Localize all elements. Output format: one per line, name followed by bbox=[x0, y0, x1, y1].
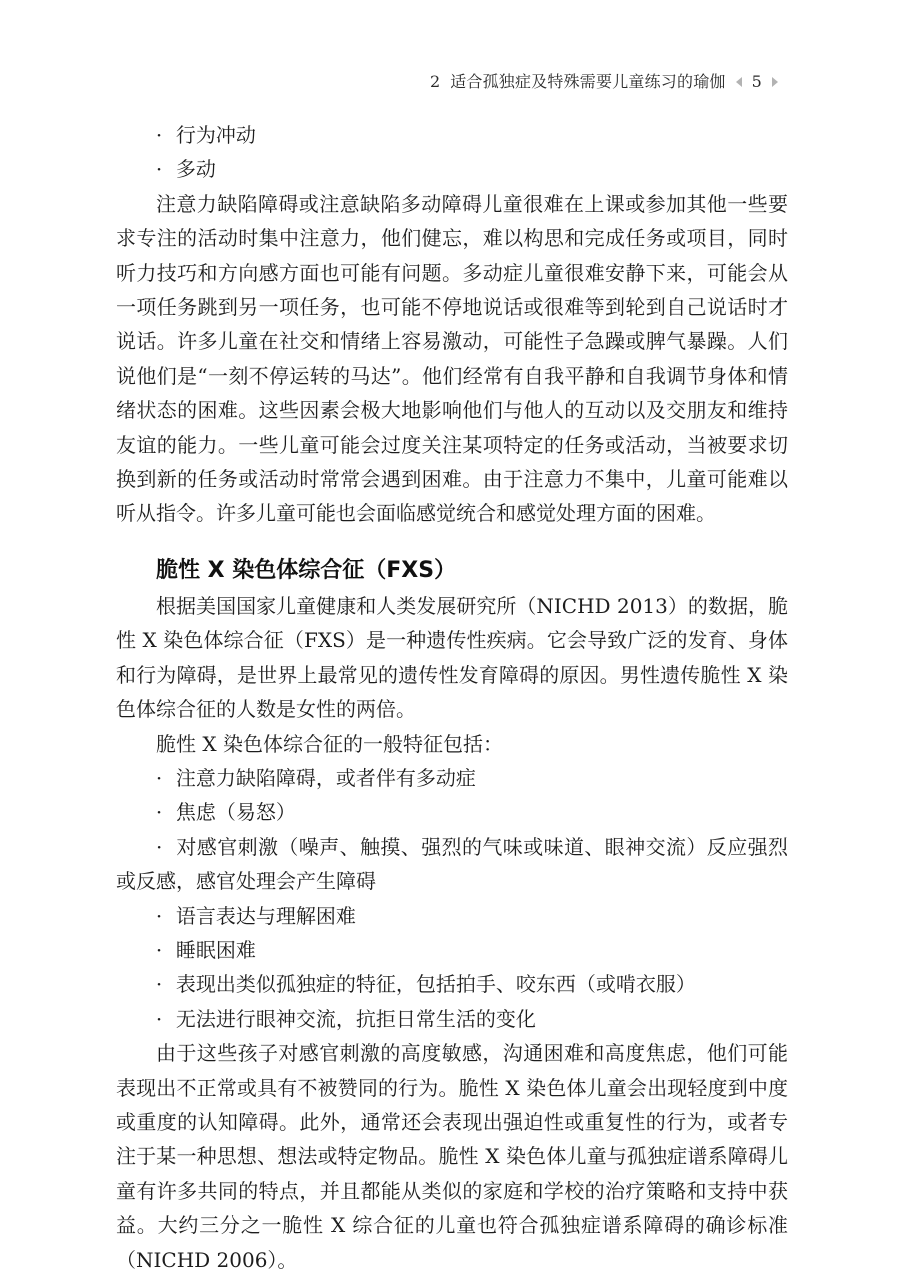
bullet-text: 语言表达与理解困难 bbox=[175, 903, 356, 928]
list-item bbox=[116, 118, 788, 152]
body-text bbox=[116, 118, 788, 1277]
bullet-dot: · bbox=[155, 903, 163, 928]
list-item bbox=[116, 933, 788, 967]
running-header bbox=[430, 70, 820, 94]
bullet-dot: · bbox=[155, 937, 163, 962]
paragraph-fxs-intro: 根据美国国家儿童健康和人类发展研究所（NICHD 2013）的数据，脆性 X 染色体综合征（FXS）是一种遗传性疾病。它会导致广泛的发育、身体和行为障碍，是世界上最常见的遗传性发育障碍的原因。男性遗传脆性 X 染色体综合征的人数是女性的两倍。 bbox=[116, 593, 788, 722]
features-intro: 脆性 X 染色体综合征的一般特征包括： bbox=[156, 731, 503, 756]
bullet-text: 睡眠困难 bbox=[175, 937, 256, 962]
triangle-right-icon bbox=[772, 77, 778, 87]
list-item bbox=[116, 967, 788, 1001]
bullet-text: 焦虑（易怒） bbox=[175, 800, 296, 825]
bullet-text: 注意力缺陷障碍，或者伴有多动症 bbox=[175, 765, 476, 790]
page-number: 5 bbox=[751, 72, 762, 91]
bullet-dot: · bbox=[156, 834, 163, 859]
list-item bbox=[116, 761, 788, 795]
bullet-dot: · bbox=[155, 1006, 163, 1031]
list-item bbox=[116, 152, 788, 186]
bullet-dot: · bbox=[155, 157, 163, 182]
bullet-text: 多动 bbox=[175, 157, 216, 182]
bullet-dot: · bbox=[155, 123, 163, 147]
chapter-title: 适合孤独症及特殊需要儿童练习的瑜伽 bbox=[450, 72, 726, 91]
chapter-number: 2 bbox=[430, 72, 441, 91]
paragraph-adhd: 注意力缺陷障碍或注意缺陷多动障碍儿童很难在上课或参加其他一些要求专注的活动时集中注意力，他们健忘，难以构思和完成任务或项目，同时听力技巧和方向感方面也可能有问题。多动症儿童很难安静下来，可能会从一项任务跳到另一项任务，也可能不停地说话或很难等到轮到自己说话时才说话。许多儿童在社交和情绪上容易激动，可能性子急躁或脾气暴躁。人们说他们是“一刻不停运转的马达”。他们经常有自我平静和自我调节身体和情绪状态的困难。这些因素会极大地影响他们与他人的互动以及交朋友和维持友谊的能力。一些儿童可能会过度关注某项特定的任务或活动，当被要求切换到新的任务或活动时常常会遇到困难。由于注意力不集中，儿童可能难以听从指令。许多儿童可能也会面临感觉统合和感觉处理方面的困难。 bbox=[116, 191, 788, 526]
triangle-left-icon bbox=[736, 77, 742, 87]
list-item bbox=[116, 830, 788, 899]
list-item bbox=[116, 1002, 788, 1036]
bullet-text: 无法进行眼神交流，抗拒日常生活的变化 bbox=[175, 1006, 536, 1031]
list-item bbox=[116, 795, 788, 829]
section-heading: 脆性 X 染色体综合征（FXS） bbox=[156, 557, 457, 583]
list-item bbox=[116, 899, 788, 933]
bullet-dot: · bbox=[155, 765, 163, 790]
bullet-dot: · bbox=[155, 972, 163, 997]
paragraph-fxs-behavior: 由于这些孩子对感官刺激的高度敏感，沟通困难和高度焦虑，他们可能表现出不正常或具有不被赞同的行为。脆性 X 染色体儿童会出现轻度到中度或重度的认知障碍。此外，通常还会表现出强迫性或重复性的行为，或者专注于某一种思想、想法或特定物品。脆性 X 染色体儿童与孤独症谱系障碍儿童有许多共同的特点，并且都能从类似的家庭和学校的治疗策略和支持中获益。大约三分之一脆性 X 综合征的儿童也符合孤独症谱系障碍的确诊标准（NICHD 2006）。 bbox=[116, 1041, 788, 1272]
bullet-text: 行为冲动 bbox=[175, 123, 256, 147]
bullet-text: 对感官刺激（噪声、触摸、强烈的气味或味道、眼神交流）反应强烈或反感，感官处理会产生障碍 bbox=[116, 834, 788, 894]
bullet-text: 表现出类似孤独症的特征，包括拍手、咬东西（或啃衣服） bbox=[175, 972, 696, 997]
bullet-dot: · bbox=[155, 800, 163, 825]
